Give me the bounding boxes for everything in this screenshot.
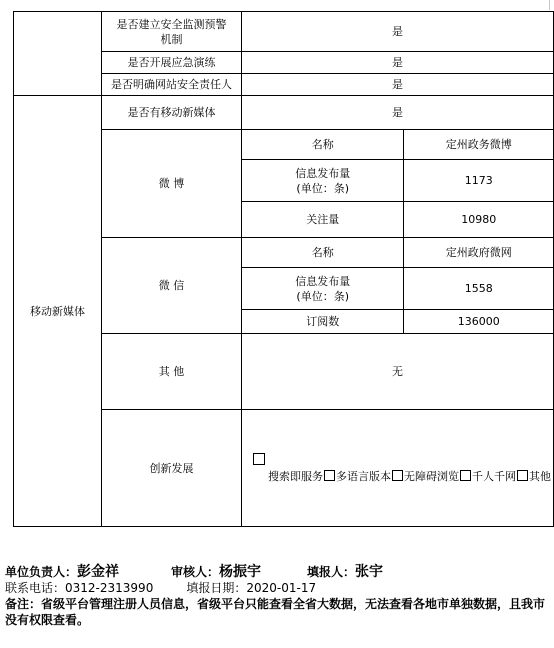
date-value: 2020-01-17 <box>246 581 317 595</box>
wechat-label: 微 信 <box>101 238 241 334</box>
report-footer <box>5 564 550 628</box>
wechat-name-label: 名称 <box>242 238 404 268</box>
innovation-option-other: 其他 <box>529 469 551 483</box>
blank-section-cell <box>14 12 102 96</box>
emergency-drill-value: 是 <box>242 52 554 74</box>
warning-mechanism-value: 是 <box>242 12 554 52</box>
checkbox-icon[interactable] <box>392 470 403 481</box>
footer-note: 备注：省级平台管理注册人员信息，省级平台只能查看全省大数据，无法查看各地市单独数据，且我市没有权限查看。 <box>5 597 546 627</box>
innovation-options <box>242 410 554 527</box>
has-mobile-media-label: 是否有移动新媒体 <box>101 96 241 130</box>
page-edge-line <box>549 0 550 10</box>
mobile-media-section-label: 移动新媒体 <box>14 96 102 527</box>
innovation-option-personalized: 千人千网 <box>472 469 516 483</box>
security-responsible-value: 是 <box>242 74 554 96</box>
checkbox-icon[interactable] <box>324 470 335 481</box>
table-row <box>14 12 554 52</box>
table-row <box>14 96 554 130</box>
checkbox-icon[interactable] <box>460 470 471 481</box>
weibo-label: 微 博 <box>101 130 241 238</box>
report-table <box>13 11 554 527</box>
weibo-posts-label: 信息发布量 (单位：条) <box>242 160 404 202</box>
wechat-name-value: 定州政府微网 <box>404 238 554 268</box>
reviewer-label: 审核人： <box>171 565 220 579</box>
wechat-subscribers-label: 订阅数 <box>242 310 404 334</box>
innovation-option-multilingual: 多语言版本 <box>336 469 391 483</box>
innovation-label: 创新发展 <box>101 410 241 527</box>
weibo-name-value: 定州政务微博 <box>404 130 554 160</box>
weibo-followers-value: 10980 <box>404 202 554 238</box>
checkbox-icon[interactable] <box>253 453 265 465</box>
wechat-subscribers-value: 136000 <box>404 310 554 334</box>
checkbox-icon[interactable] <box>517 470 528 481</box>
phone-label: 联系电话： <box>5 581 66 595</box>
reviewer-name: 杨振宇 <box>219 564 262 580</box>
security-responsible-label: 是否明确网站安全责任人 <box>101 74 241 96</box>
unit-head-label: 单位负责人： <box>5 565 78 579</box>
unit-head-name: 彭金祥 <box>77 564 120 580</box>
other-media-value: 无 <box>242 334 554 410</box>
signature-row <box>5 564 550 580</box>
warning-mechanism-label: 是否建立安全监测预警 机制 <box>101 12 241 52</box>
innovation-option-search: 搜索即服务 <box>268 469 323 483</box>
date-label: 填报日期： <box>186 581 247 595</box>
weibo-posts-value: 1173 <box>404 160 554 202</box>
other-media-label: 其 他 <box>101 334 241 410</box>
filler-name: 张宇 <box>355 564 384 580</box>
emergency-drill-label: 是否开展应急演练 <box>101 52 241 74</box>
innovation-option-list <box>242 469 551 484</box>
wechat-posts-value: 1558 <box>404 268 554 310</box>
has-mobile-media-value: 是 <box>242 96 554 130</box>
weibo-followers-label: 关注量 <box>242 202 404 238</box>
wechat-posts-label: 信息发布量 (单位：条) <box>242 268 404 310</box>
filler-label: 填报人： <box>307 565 356 579</box>
weibo-name-label: 名称 <box>242 130 404 160</box>
phone-value: 0312-2313990 <box>65 581 154 595</box>
innovation-option-accessibility: 无障碍浏览 <box>404 469 459 483</box>
contact-row <box>5 580 550 596</box>
